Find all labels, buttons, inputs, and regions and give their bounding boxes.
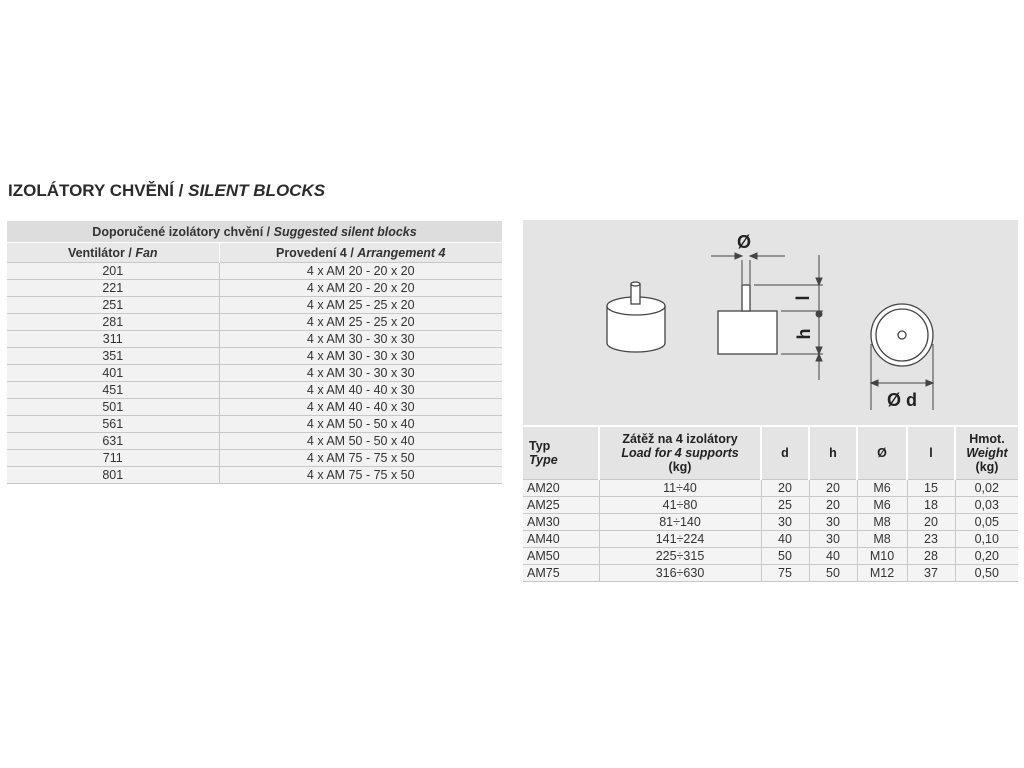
phi-cell: M8 (857, 514, 907, 531)
arrangement-cell: 4 x AM 40 - 40 x 30 (219, 382, 502, 399)
weight-cell: 0,20 (955, 548, 1018, 565)
caption-main: Doporučené izolátory chvění / (92, 224, 271, 239)
table-row (7, 297, 502, 314)
table-row (7, 348, 502, 365)
table-row (7, 314, 502, 331)
fan-cell: 501 (7, 399, 219, 416)
suggested-silent-blocks-table (7, 221, 502, 484)
l-cell: 15 (907, 480, 955, 497)
table-row (523, 514, 1018, 531)
page-title-italic: SILENT BLOCKS (188, 181, 326, 200)
arrangement-cell: 4 x AM 25 - 25 x 20 (219, 314, 502, 331)
weight-cell: 0,02 (955, 480, 1018, 497)
header-h: h (809, 427, 857, 480)
thread-dimension (711, 253, 785, 284)
table-row (7, 331, 502, 348)
table-row (7, 280, 502, 297)
phi-cell: M6 (857, 480, 907, 497)
h-cell: 30 (809, 514, 857, 531)
header-weight (955, 427, 1018, 480)
l-cell: 18 (907, 497, 955, 514)
caption-italic: Suggested silent blocks (273, 224, 417, 239)
table-caption (7, 221, 502, 243)
l-cell: 20 (907, 514, 955, 531)
silent-block-top-view-icon (871, 304, 933, 366)
load-cell: 81÷140 (599, 514, 761, 531)
h-cell: 20 (809, 480, 857, 497)
header-d: d (761, 427, 809, 480)
load-cell: 225÷315 (599, 548, 761, 565)
arrangement-cell: 4 x AM 75 - 75 x 50 (219, 467, 502, 484)
fan-cell: 251 (7, 297, 219, 314)
phi-cell: M12 (857, 565, 907, 582)
d-cell: 30 (761, 514, 809, 531)
type-cell: AM75 (523, 565, 599, 582)
label-d: Ø d (887, 390, 917, 410)
type-cell: AM40 (523, 531, 599, 548)
arrangement-cell: 4 x AM 30 - 30 x 30 (219, 331, 502, 348)
fan-cell: 201 (7, 263, 219, 280)
h-cell: 50 (809, 565, 857, 582)
table-row (523, 497, 1018, 514)
phi-cell: M8 (857, 531, 907, 548)
type-cell: AM25 (523, 497, 599, 514)
table-row (523, 565, 1018, 582)
label-l: l (793, 295, 813, 301)
arrangement-cell: 4 x AM 25 - 25 x 20 (219, 297, 502, 314)
header-arrangement-main: Provedení 4 / (275, 245, 354, 260)
label-thread-diameter: Ø (737, 232, 752, 252)
table-header-row (7, 243, 502, 263)
header-weight-main: Hmot. (969, 432, 1005, 446)
header-fan-italic: Fan (135, 245, 158, 260)
header-load-unit: (kg) (668, 460, 692, 474)
header-weight-italic: Weight (966, 446, 1008, 460)
fan-cell: 561 (7, 416, 219, 433)
silent-block-diagram (523, 220, 1018, 425)
table-row (7, 399, 502, 416)
weight-cell: 0,10 (955, 531, 1018, 548)
load-cell: 141÷224 (599, 531, 761, 548)
fan-cell: 351 (7, 348, 219, 365)
load-cell: 316÷630 (599, 565, 761, 582)
header-fan-main: Ventilátor / (67, 245, 132, 260)
arrangement-cell: 4 x AM 50 - 50 x 40 (219, 416, 502, 433)
load-cell: 41÷80 (599, 497, 761, 514)
table-caption-row (7, 221, 502, 243)
d-cell: 20 (761, 480, 809, 497)
arrangement-cell: 4 x AM 75 - 75 x 50 (219, 450, 502, 467)
table-row (7, 433, 502, 450)
table-row (7, 382, 502, 399)
label-h: h (794, 328, 814, 340)
header-phi: Ø (857, 427, 907, 480)
h-cell: 20 (809, 497, 857, 514)
fan-cell: 221 (7, 280, 219, 297)
silent-blocks-spec-table (523, 427, 1018, 582)
type-cell: AM50 (523, 548, 599, 565)
header-weight-unit: (kg) (975, 460, 999, 474)
table-row (7, 416, 502, 433)
phi-cell: M6 (857, 497, 907, 514)
d-cell: 25 (761, 497, 809, 514)
arrangement-cell: 4 x AM 50 - 50 x 40 (219, 433, 502, 450)
arrangement-cell: 4 x AM 20 - 20 x 20 (219, 280, 502, 297)
header-type-italic: Type (529, 453, 558, 467)
header-load (599, 427, 761, 480)
h-cell: 30 (809, 531, 857, 548)
silent-block-3d-icon (607, 282, 665, 352)
header-arrangement-italic: Arrangement 4 (357, 245, 446, 260)
h-cell: 40 (809, 548, 857, 565)
d-cell: 75 (761, 565, 809, 582)
arrangement-cell: 4 x AM 20 - 20 x 20 (219, 263, 502, 280)
arrangement-cell: 4 x AM 40 - 40 x 30 (219, 399, 502, 416)
header-l: l (907, 427, 955, 480)
header-fan (7, 243, 219, 263)
weight-cell: 0,03 (955, 497, 1018, 514)
page-title (8, 181, 325, 201)
header-arrangement (219, 243, 502, 263)
table-row (7, 467, 502, 484)
fan-cell: 281 (7, 314, 219, 331)
header-load-italic: Load for 4 supports (621, 446, 739, 460)
fan-cell: 311 (7, 331, 219, 348)
weight-cell: 0,05 (955, 514, 1018, 531)
page-title-main: IZOLÁTORY CHVĚNÍ / (8, 181, 184, 200)
weight-cell: 0,50 (955, 565, 1018, 582)
table-row (7, 263, 502, 280)
type-cell: AM20 (523, 480, 599, 497)
header-type (523, 427, 599, 480)
load-cell: 11÷40 (599, 480, 761, 497)
l-cell: 37 (907, 565, 955, 582)
l-cell: 23 (907, 531, 955, 548)
table-row (523, 480, 1018, 497)
fan-cell: 401 (7, 365, 219, 382)
l-cell: 28 (907, 548, 955, 565)
type-cell: AM30 (523, 514, 599, 531)
phi-cell: M10 (857, 548, 907, 565)
silent-block-side-view-icon (718, 285, 777, 354)
table-row (523, 531, 1018, 548)
dimension-drawing (523, 220, 1018, 425)
d-cell: 40 (761, 531, 809, 548)
table-row (523, 548, 1018, 565)
header-load-main: Zátěž na 4 izolátory (622, 432, 738, 446)
table-row (7, 365, 502, 382)
table-row (7, 450, 502, 467)
d-cell: 50 (761, 548, 809, 565)
arrangement-cell: 4 x AM 30 - 30 x 30 (219, 348, 502, 365)
header-type-main: Typ (529, 439, 551, 453)
fan-cell: 451 (7, 382, 219, 399)
fan-cell: 631 (7, 433, 219, 450)
fan-cell: 711 (7, 450, 219, 467)
arrangement-cell: 4 x AM 30 - 30 x 30 (219, 365, 502, 382)
spec-header-row (523, 427, 1018, 480)
fan-cell: 801 (7, 467, 219, 484)
